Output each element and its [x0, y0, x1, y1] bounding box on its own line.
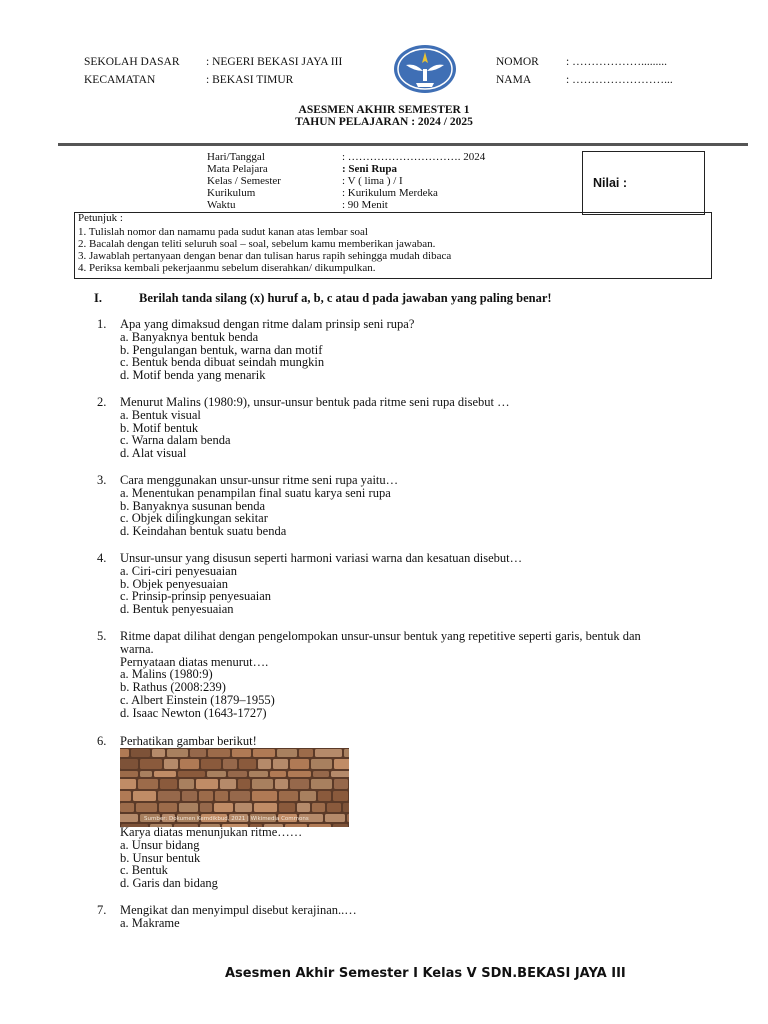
stone — [334, 759, 349, 769]
question-text: Ritme dapat dilihat dengan pengelompokan unsur-unsur bentuk yang repetitive seperti garis, bentuk dan — [120, 629, 641, 643]
stone — [180, 759, 199, 769]
question-text: Mengikat dan menyimpul disebut kerajinan..… — [120, 903, 357, 917]
number-label: NOMOR — [496, 56, 539, 68]
info-value-subject: : Seni Rupa — [342, 163, 398, 175]
stone — [275, 779, 288, 789]
stone — [164, 759, 178, 769]
stone — [120, 779, 136, 789]
stone — [238, 779, 250, 789]
stone — [347, 814, 349, 822]
stone — [120, 749, 129, 757]
question-text: warna. — [120, 641, 154, 656]
option: c. Bentuk — [120, 863, 168, 878]
stone — [249, 771, 268, 777]
info-label-curriculum: Kurikulum — [207, 187, 256, 199]
stone — [131, 749, 150, 757]
stone — [270, 771, 286, 777]
school-label: SEKOLAH DASAR — [84, 56, 180, 68]
question-text: Unsur-unsur yang disusun seperti harmoni variasi warna dan kesatuan disebut… — [120, 551, 523, 565]
stone — [312, 803, 325, 812]
option: d. Garis dan bidang — [120, 876, 218, 891]
stone — [228, 771, 247, 777]
stone — [158, 791, 180, 801]
school-value: : NEGERI BEKASI JAYA III — [206, 56, 343, 68]
question-number: 7. — [97, 903, 107, 917]
number-value: : ………………......... — [566, 56, 667, 68]
stone — [252, 791, 277, 801]
stone — [327, 803, 341, 812]
stone — [313, 771, 329, 777]
stone — [214, 803, 233, 812]
stone — [290, 779, 309, 789]
academic-year: TAHUN PELAJARAN : 2024 / 2025 — [295, 116, 473, 128]
question-number: 1. — [97, 317, 107, 331]
option: c. Warna dalam benda — [120, 433, 231, 448]
stone — [334, 779, 348, 789]
stone — [277, 749, 297, 757]
instruction-item: 3. Jawablah pertanyaan dengan benar dan tulisan harus rapih sehingga mudah dibaca — [78, 250, 452, 262]
info-value-date: : …………………………. 2024 — [342, 151, 486, 163]
option: a. Ciri-ciri penyesuaian — [120, 563, 237, 578]
stone — [152, 749, 165, 757]
stone — [182, 791, 197, 801]
header-divider — [58, 143, 748, 146]
option: d. Bentuk penyesuaian — [120, 602, 234, 617]
stone — [258, 759, 271, 769]
stone — [178, 771, 205, 777]
option: b. Banyaknya susunan benda — [120, 498, 266, 513]
score-label: Nilai : — [593, 176, 628, 190]
stone — [208, 749, 230, 757]
question-number: 3. — [97, 473, 107, 487]
stone — [235, 803, 252, 812]
info-label-subject: Mata Pelajara — [207, 163, 268, 175]
option: b. Unsur bentuk — [120, 850, 201, 865]
stone — [207, 771, 226, 777]
stone — [215, 791, 228, 801]
question-text: Perhatikan gambar berikut! — [120, 734, 257, 748]
option: a. Malins (1980:9) — [120, 667, 213, 682]
name-label: NAMA — [496, 74, 532, 86]
stone — [120, 759, 138, 769]
stone — [159, 803, 177, 812]
option: a. Bentuk visual — [120, 407, 201, 422]
option: b. Objek penyesuaian — [120, 576, 228, 591]
stone — [252, 779, 273, 789]
instruction-item: 1. Tulislah nomor dan namamu pada sudut kanan atas lembar soal — [78, 226, 368, 238]
info-value-class: : V ( lima ) / I — [342, 175, 403, 187]
school-logo — [392, 43, 458, 95]
stone — [167, 749, 188, 757]
stone — [315, 749, 342, 757]
stone — [199, 791, 213, 801]
stone — [311, 759, 332, 769]
stone — [230, 791, 250, 801]
stone — [325, 814, 345, 822]
stone — [254, 803, 277, 812]
section-instruction: Berilah tanda silang (x) huruf a, b, c atau d pada jawaban yang paling benar! — [139, 291, 552, 305]
question-number: 5. — [97, 629, 107, 643]
question-text: Pernyataan diatas menurut…. — [120, 654, 269, 669]
stone — [297, 803, 310, 812]
question-number: 6. — [97, 734, 107, 748]
stone — [279, 803, 295, 812]
stone — [300, 791, 316, 801]
instruction-item: 4. Periksa kembali pekerjaanmu sebelum diserahkan/ dikumpulkan. — [78, 262, 376, 274]
info-label-class: Kelas / Semester — [207, 175, 281, 187]
stone — [239, 759, 256, 769]
stone — [331, 771, 349, 777]
stone — [120, 791, 131, 801]
stone — [154, 771, 176, 777]
question-text: Menurut Malins (1980:9), unsur-unsur bentuk pada ritme seni rupa disebut … — [120, 395, 510, 409]
stone — [160, 779, 177, 789]
question-number: 2. — [97, 395, 107, 409]
question-text: Cara menggunakan unsur-unsur ritme seni rupa yaitu… — [120, 473, 399, 487]
stone — [179, 779, 194, 789]
page-footer: Asesmen Akhir Semester I Kelas V SDN.BEKASI JAYA III — [225, 966, 626, 981]
stone — [140, 771, 152, 777]
instructions-title: Petunjuk : — [78, 212, 123, 224]
option: d. Motif benda yang menarik — [120, 368, 266, 383]
info-value-time: : 90 Menit — [342, 199, 388, 211]
stone — [140, 759, 162, 769]
option: d. Isaac Newton (1643-1727) — [120, 705, 267, 720]
stone — [201, 759, 221, 769]
stone — [200, 803, 212, 812]
stone — [288, 771, 311, 777]
stone — [333, 791, 348, 801]
stone — [273, 759, 288, 769]
stone — [133, 791, 156, 801]
stone — [220, 779, 236, 789]
option: c. Prinsip-prinsip penyesuaian — [120, 589, 272, 604]
option: d. Alat visual — [120, 446, 187, 461]
stone — [120, 814, 138, 822]
stone — [120, 803, 134, 812]
stone — [311, 779, 332, 789]
option: c. Bentuk benda dibuat seindah mungkin — [120, 355, 325, 370]
option: c. Objek dilingkungan sekitar — [120, 511, 268, 526]
stone — [279, 791, 298, 801]
image-credit: Sumber: Dokumen Kemdikbud, 2021 | Wikimedia Commons — [144, 816, 309, 822]
exam-title: ASESMEN AKHIR SEMESTER 1 — [298, 104, 470, 116]
stone — [299, 749, 313, 757]
instruction-item: 2. Bacalah dengan teliti seluruh soal – soal, sebelum kamu memberikan jawaban. — [78, 238, 436, 250]
option: c. Albert Einstein (1879–1955) — [120, 692, 275, 707]
option: b. Motif bentuk — [120, 420, 199, 435]
option: a. Unsur bidang — [120, 837, 200, 852]
stone — [343, 803, 349, 812]
option: a. Menentukan penampilan final suatu karya seni rupa — [120, 485, 391, 500]
section-number: I. — [94, 291, 102, 305]
option: d. Keindahan bentuk suatu benda — [120, 524, 287, 539]
stone — [290, 759, 309, 769]
info-label-date: Hari/Tanggal — [207, 151, 265, 163]
stone — [136, 803, 157, 812]
stone — [253, 749, 275, 757]
district-value: : BEKASI TIMUR — [206, 74, 294, 86]
question-number: 4. — [97, 551, 107, 565]
stone — [190, 749, 206, 757]
question-text: Karya diatas menunjukan ritme…… — [120, 825, 303, 839]
stone — [344, 749, 349, 757]
stone — [223, 759, 237, 769]
name-value: : ……………………... — [566, 74, 673, 86]
stone — [179, 803, 198, 812]
stone — [232, 749, 251, 757]
option: b. Pengulangan bentuk, warna dan motif — [120, 342, 323, 357]
info-label-time: Waktu — [207, 199, 236, 211]
stone — [138, 779, 158, 789]
stone — [318, 791, 331, 801]
info-value-curriculum: : Kurikulum Merdeka — [342, 187, 438, 199]
stone-wall-image — [120, 748, 349, 827]
stone — [196, 779, 218, 789]
question-text: Apa yang dimaksud dengan ritme dalam prinsip seni rupa? — [120, 317, 415, 331]
stone — [120, 771, 138, 777]
option: a. Makrame — [120, 915, 180, 930]
option: b. Rathus (2008:239) — [120, 680, 226, 695]
district-label: KECAMATAN — [84, 74, 156, 86]
option: a. Banyaknya bentuk benda — [120, 329, 259, 344]
